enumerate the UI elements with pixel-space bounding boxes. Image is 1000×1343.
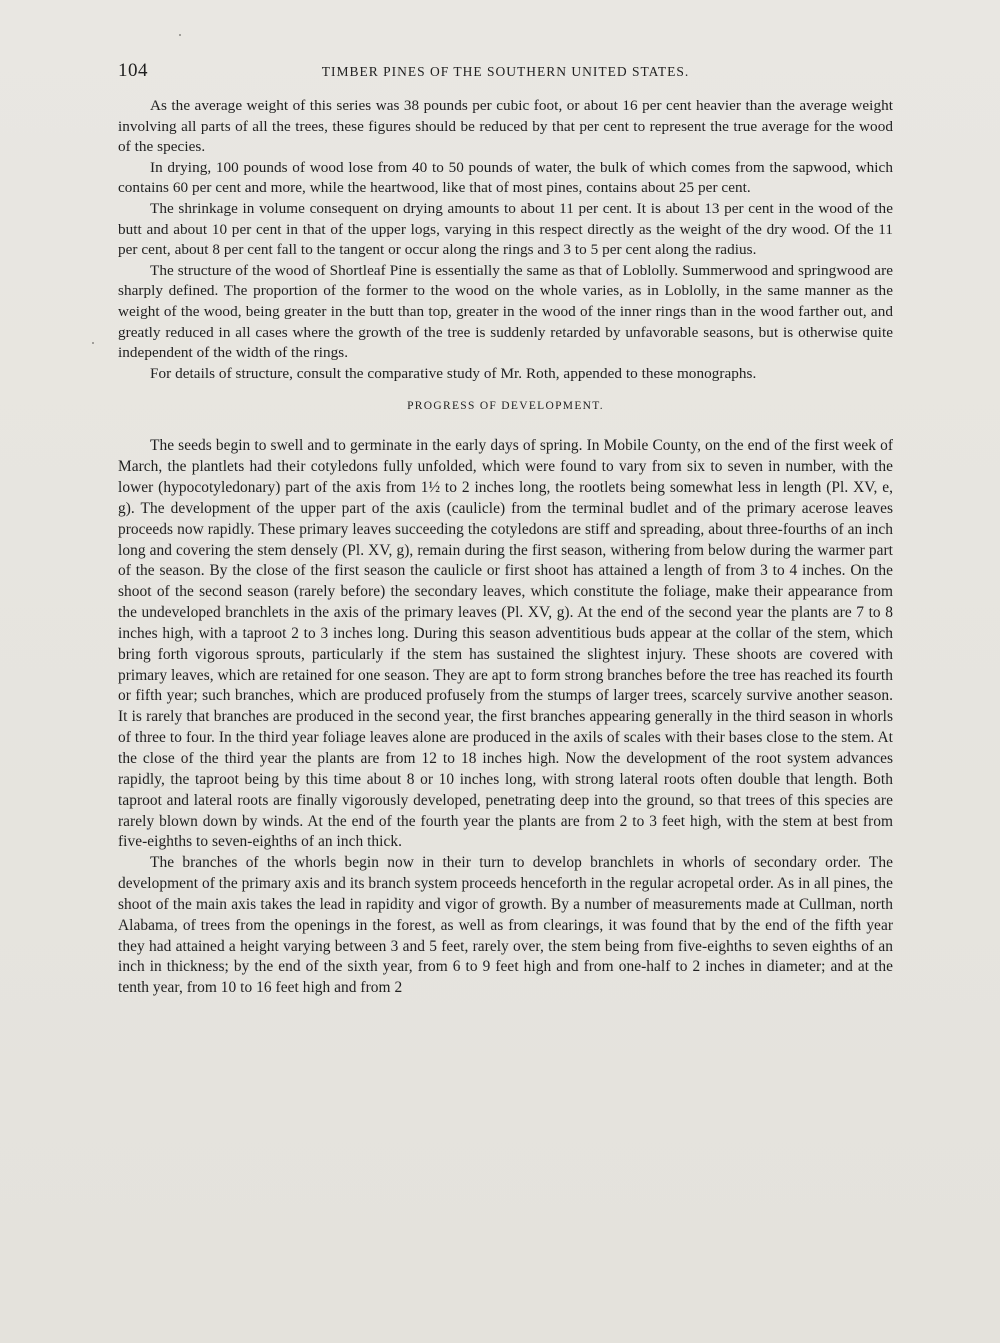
page-header bbox=[118, 60, 893, 84]
page-number: 104 bbox=[118, 60, 148, 81]
paper-speck bbox=[92, 342, 94, 344]
paragraph: For details of structure, consult the comparative study of Mr. Roth, appended to these monographs. bbox=[150, 364, 757, 382]
paragraph: In drying, 100 pounds of wood lose from 40 to 50 pounds of water, the bulk of which comes from the sapwood, which contains 60 per cent and more, while the heartwood, like that of most pines, contains about 25 per cent. bbox=[118, 158, 893, 197]
paragraph: The seeds begin to swell and to germinate in the early days of spring. In Mobile County, on the end of the first week of March, the plantlets had their cotyledons fully unfolded, which were found to vary from six to seven in number, with the lower (hypocotyledonary) part of the axis from 1½ to 2 inches long, the rootlets being somewhat less in length (Pl. XV, e, g). The development of the upper part of the axis (caulicle) from the terminal budlet and of the primary acerose leaves proceeds now rapidly. These primary leaves succeeding the cotyledons are stiff and spreading, about three-fourths of an inch long and covering the stem densely (Pl. XV, g), remain during the first season, withering from below during the warmer part of the season. By the close of the first season the caulicle or first shoot has attained a length of from 3 to 4 inches. On the shoot of the second season (rarely before) the secondary leaves, which constitute the foliage, make their appearance from the undeveloped branchlets in the axis of the primary leaves (Pl. XV, g). At the end of the second year the plants are 7 to 8 inches high, with a taproot 2 to 3 inches long. During this season adventitious buds appear at the collar of the stem, which bring forth vigorous sprouts, particularly if the stem has sustained the slightest injury. These shoots are covered with primary leaves, which are retained for one season. They are apt to form strong branches before the tree has reached its fourth or fifth year; such branches, which are produced profusely from the stumps of larger trees, scarcely survive another season. It is rarely that branches are produced in the second year, the first branches appearing generally in the third season in whorls of three to four. In the third year foliage leaves alone are produced in the axils of scales with their bases close to the stem. At the close of the third year the plants are from 12 to 18 inches high. Now the development of the root system advances rapidly, the taproot being by this time about 8 or 10 inches long, with strong lateral roots often double that length. Both taproot and lateral roots are finally vigorously developed, penetrating deep into the ground, so that trees of this species are rarely blown down by winds. At the end of the fourth year the plants are from 2 to 3 feet high, with the stem at best from five-eighths to seven-eighths of an inch thick. bbox=[118, 437, 893, 851]
paragraph: The structure of the wood of Shortleaf Pine is essentially the same as that of Loblolly. Summerwood and springwood are sharply defined. The proportion of the former to the wood on the whole varies, as in Loblolly, in the same manner as the weight of the wood, being greater in the butt than top, greater in the wood of the inner rings than in the wood farther out, and greatly reduced in all cases where the growth of the tree is suddenly retarded by unfavorable seasons, but is otherwise quite independent of the width of the rings. bbox=[118, 261, 893, 362]
running-title: TIMBER PINES OF THE SOUTHERN UNITED STATES. bbox=[321, 64, 690, 79]
paragraph: As the average weight of this series was 38 pounds per cubic foot, or about 16 per cent heavier than the average weight involving all parts of all the trees, these figures should be reduced by that per cent to represent the true average for the wood of the species. bbox=[118, 97, 893, 156]
paragraph: The shrinkage in volume consequent on drying amounts to about 11 per cent. It is about 13 per cent in the wood of the butt and about 10 per cent in that of the upper logs, varying in this respect directly as the weight of the dry wood. Of the 11 per cent, about 8 per cent fall to the tangent or occur along the rings and 3 to 5 per cent along the radius. bbox=[118, 199, 893, 259]
section-heading: PROGRESS OF DEVELOPMENT. bbox=[407, 400, 604, 413]
body-text bbox=[118, 96, 893, 999]
section-body bbox=[118, 436, 893, 999]
paragraph: The branches of the whorls begin now in their turn to develop branchlets in whorls of secondary order. The development of the primary axis and its branch system proceeds henceforth in the regular acropetal order. As in all pines, the shoot of the main axis takes the lead in rapidity and vigor of growth. By a number of measurements made at Cullman, north Alabama, of trees from the openings in the forest, as well as from clearings, it was found that by the end of the fifth year they had attained a height varying between 3 and 5 feet, rarely over, the stem being from five-eighths to seven eighths of an inch in thickness; by the end of the sixth year, from 6 to 9 feet high and from one-half to 2 inches in diameter; and at the tenth year, from 10 to 16 feet high and from 2 bbox=[118, 854, 893, 997]
paper-speck bbox=[179, 34, 181, 36]
